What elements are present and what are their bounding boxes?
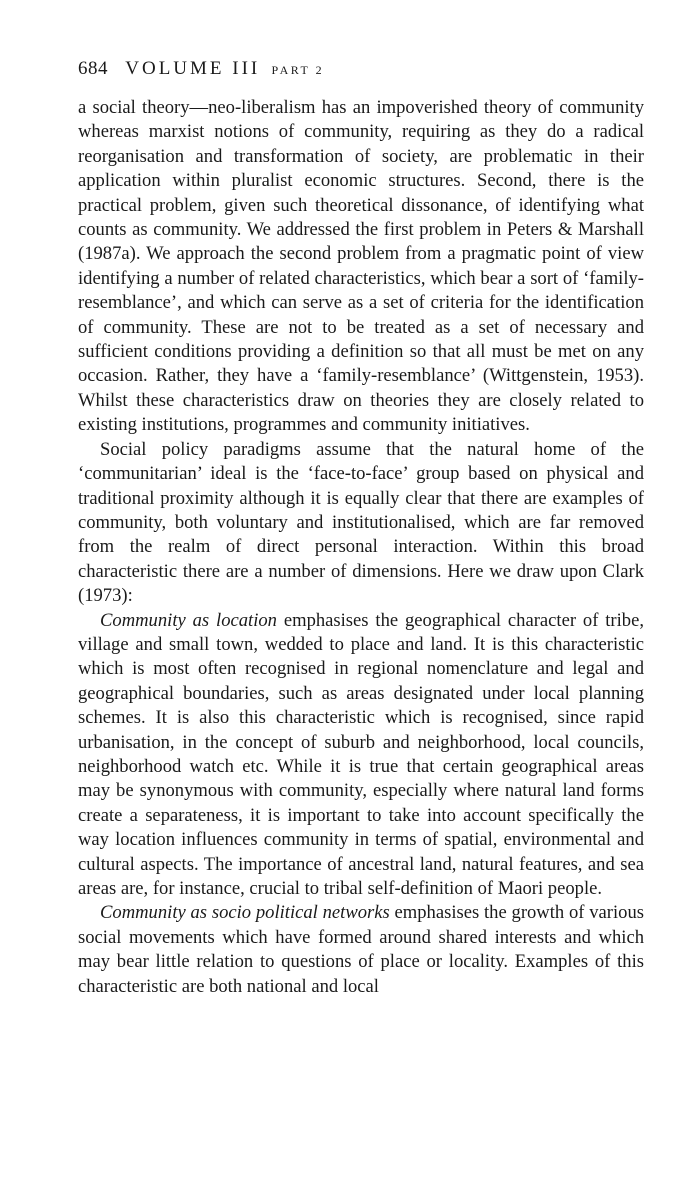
part-label: PART 2 [271,63,325,77]
paragraph-community-location-body: emphasises the geographical character of tribe, village and small town, wedded to place and land. It is this characteristic which is most often recognised in regional nomenclature and legal and geographical boundaries, such as areas designated under local planning schemes. It is also this characteristic which is recognised, since rapid urbanisation, in the concept of suburb and neighborhood, local councils, neighborhood watch etc. While it is true that certain geographical areas may be synonymous with community, especially where natural land forms create a separateness, it is important to take into account specifically the way location influences community in terms of spatial, environmental and cultural aspects. The importance of ancestral land, natural features, and sea areas are, for instance, crucial to tribal self-definition of Maori people. [78,609,644,899]
paragraph-social-policy: Social policy paradigms assume that the natural home of the ‘communitarian’ ideal is the ‘face-to-face’ group based on physical and traditional proximity although it is equally clear that there are examples of community, both voluntary and institutionalised, which are far removed from the realm of direct personal interaction. Within this broad characteristic there are a number of dimensions. Here we draw upon Clark (1973): [78,438,644,607]
paragraph-continuation: a social theory—neo-liberalism has an impoverished theory of community whereas marxist notions of community, requiring as they do a radical reorganisation and transformation of society, are problematic in their application within pluralist economic structures. Second, there is the practical problem, given such theoretical dissonance, of identifying what counts as community. We addressed the first problem in Peters & Marshall (1987a). We approach the second problem from a pragmatic point of view identifying a number of related characteristics, which bear a sort of ‘family-resemblance’, and which can serve as a set of criteria for the identification of community. These are not to be treated as a set of necessary and sufficient conditions providing a definition so that all must be met on any occasion. Rather, they have a ‘family-resemblance’ (Wittgenstein, 1953). Whilst these characteristics draw on theories they are closely related to existing institutions, programmes and community initiatives. [78,97,644,436]
running-head [78,58,324,80]
volume-label: VOLUME III [125,58,261,79]
body-text [78,96,644,999]
page-number: 684 [78,58,108,79]
term-community-as-location: Community as location [100,609,277,631]
paragraph-community-networks-body: emphasises the growth of various social movements which have formed around shared interests and which may bear little relation to questions of place or locality. Examples of this characteristic are both national and local [78,902,644,997]
paragraph-community-location [78,609,644,902]
term-community-as-networks: Community as socio political networks [100,902,390,924]
paragraph-community-networks [78,901,644,999]
